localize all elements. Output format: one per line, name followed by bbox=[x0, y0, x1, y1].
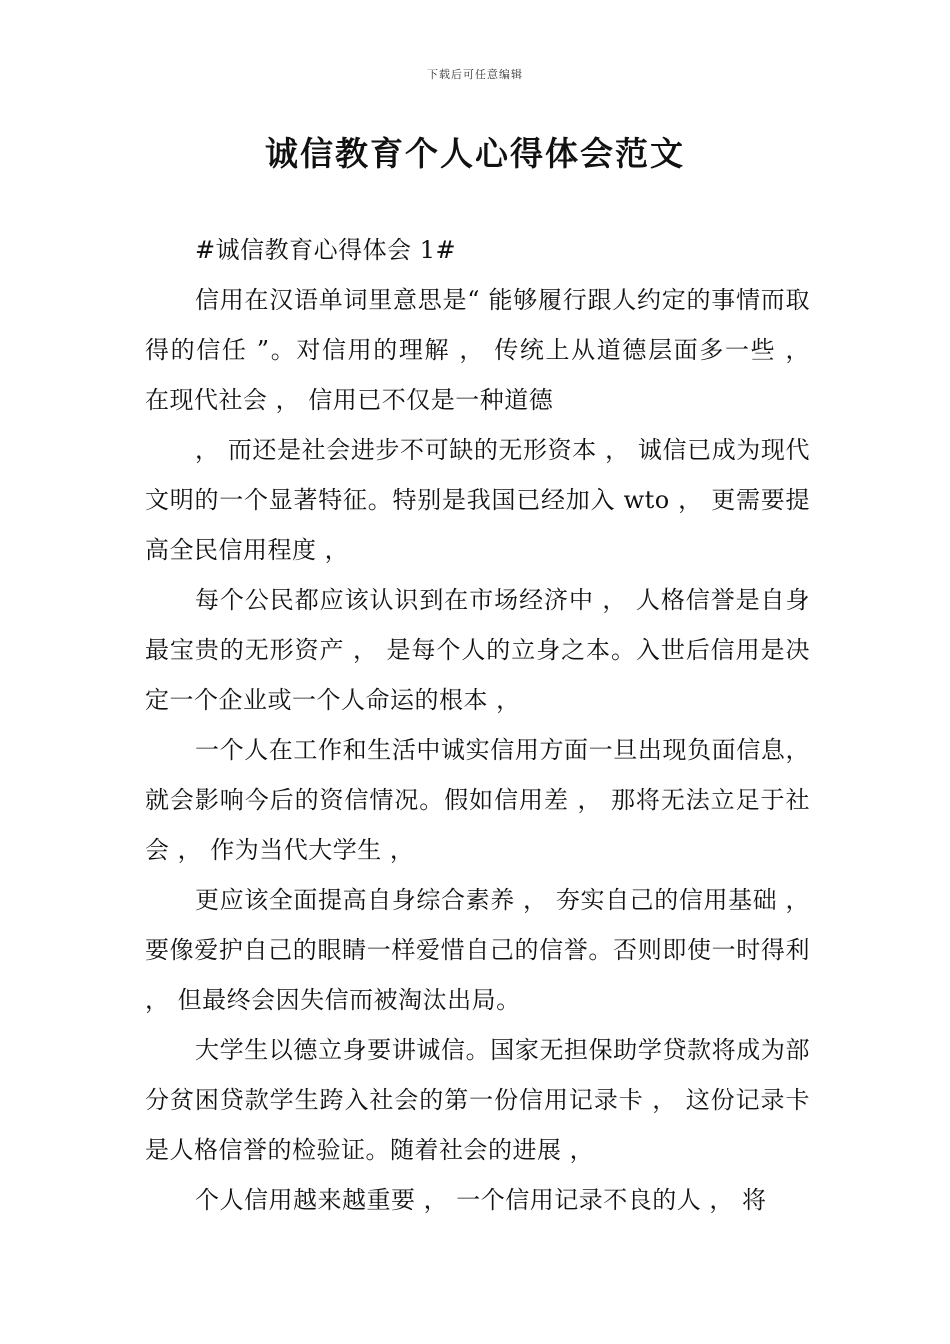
paragraph: ， 而还是社会进步不可缺的无形资本 ， 诚信已成为现代文明的一个显著特征。特别是我国已经加入 wto ， 更需要提高全民信用程度 ， bbox=[145, 436, 810, 564]
paragraph: 每个公民都应该认识到在市场经济中 ， 人格信誉是自身最宝贵的无形资产 ， 是每个人的立身之本。入世后信用是决定一个企业或一个人命运的根本 ， bbox=[145, 586, 810, 714]
paragraph: 大学生以德立身要讲诚信。国家无担保助学贷款将成为部分贫困贷款学生跨入社会的第一份信用记录卡 ， 这份记录卡是人格信誉的检验证。随着社会的进展 ， bbox=[145, 1036, 810, 1164]
paragraph: 信用在汉语单词里意思是“ 能够履行跟人约定的事情而取得的信任 ”。对信用的理解 ， 传统上从道德层面多一些 ， 在现代社会 ， 信用已不仅是一种道德 bbox=[145, 286, 810, 414]
header-note: 下载后可任意编辑 bbox=[427, 68, 523, 81]
paragraph: 个人信用越来越重要 ， 一个信用记录不良的人 ， 将 bbox=[195, 1186, 767, 1214]
document-body bbox=[145, 225, 810, 1225]
section-heading: #诚信教育心得体会 1# bbox=[195, 236, 457, 264]
paragraph: 一个人在工作和生活中诚实信用方面一旦出现负面信息， 就会影响今后的资信情况。假如信用差 ， 那将无法立足于社会 ， 作为当代大学生 ， bbox=[145, 736, 810, 864]
page-title: 诚信教育个人心得体会范文 bbox=[265, 134, 685, 173]
paragraph: 更应该全面提高自身综合素养 ， 夯实自己的信用基础 ， 要像爱护自己的眼睛一样爱惜自己的信誉。否则即使一时得利 ， 但最终会因失信而被淘汰出局。 bbox=[145, 886, 810, 1014]
